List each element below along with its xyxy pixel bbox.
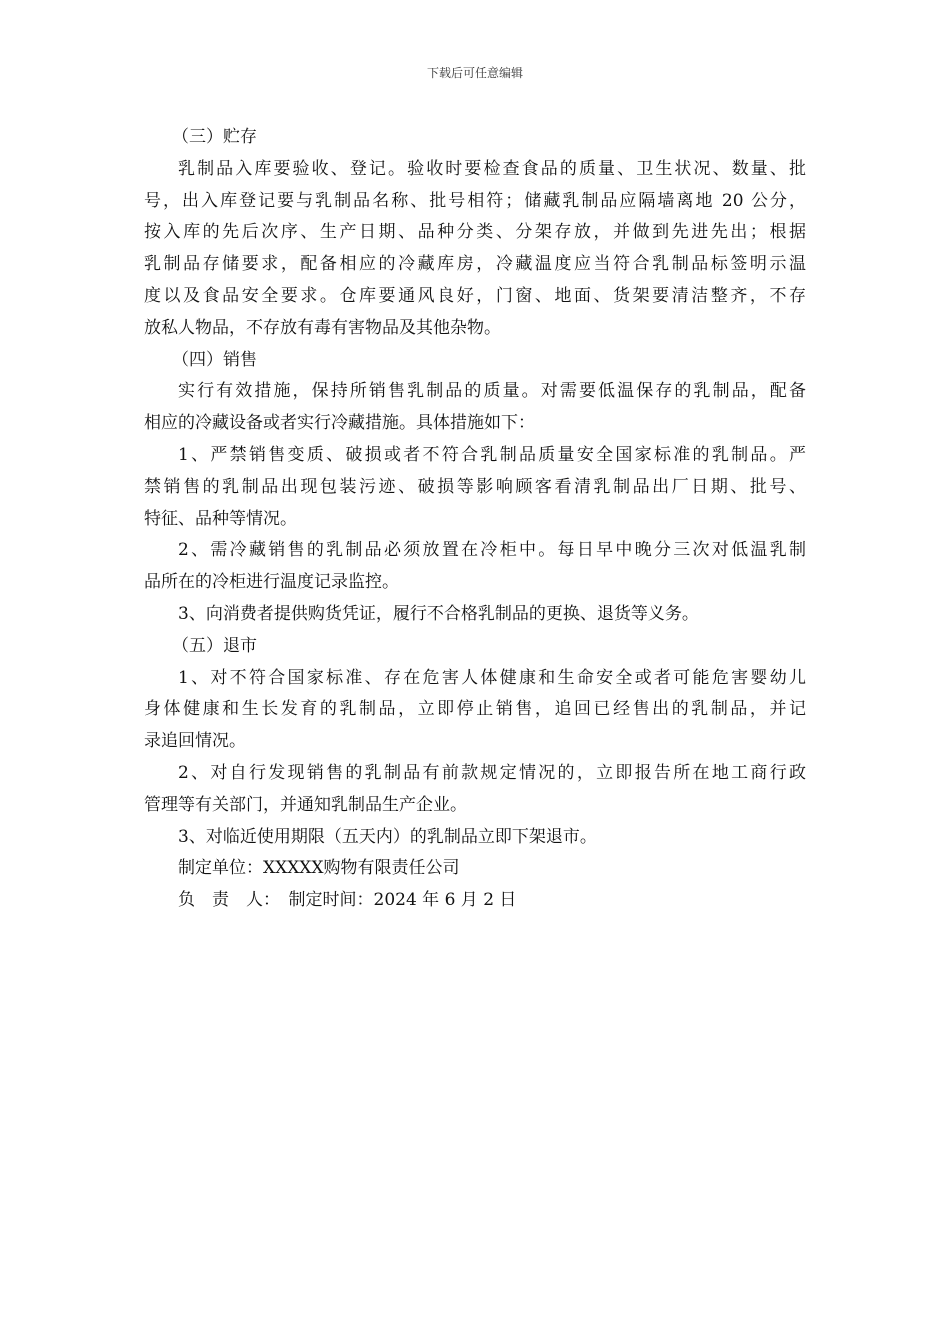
text-line: 1、对不符合国家标准、存在危害人体健康和生命安全或者可能危害婴幼儿 [178, 667, 806, 688]
text-line: 实行有效措施，保持所销售乳制品的质量。对需要低温保存的乳制品，配备 [178, 381, 806, 402]
text-line: 品所在的冷柜进行温度记录监控。 [144, 572, 399, 593]
text-line: 3、向消费者提供购货凭证，履行不合格乳制品的更换、退货等义务。 [178, 603, 699, 624]
text-line: 2、需冷藏销售的乳制品必须放置在冷柜中。每日早中晚分三次对低温乳制 [178, 540, 806, 561]
document-body [144, 122, 806, 917]
text-line: 特征、品种等情况。 [144, 508, 297, 529]
section-heading: （五）退市 [172, 635, 257, 656]
text-line: 制定单位：XXXXX购物有限责任公司 [178, 858, 460, 879]
text-line: 按入库的先后次序、生产日期、品种分类、分架存放，并做到先进先出；根据 [144, 222, 806, 243]
text-line: 1、严禁销售变质、破损或者不符合乳制品质量安全国家标准的乳制品。严 [178, 444, 806, 465]
text-line: 3、对临近使用期限（五天内）的乳制品立即下架退市。 [178, 826, 597, 847]
text-line: 相应的冷藏设备或者实行冷藏措施。具体措施如下： [144, 413, 535, 434]
text-line: 乳制品入库要验收、登记。验收时要检查食品的质量、卫生状况、数量、批 [178, 158, 806, 179]
text-line: 录追回情况。 [144, 731, 246, 752]
text-line: 号，出入库登记要与乳制品名称、批号相符；储藏乳制品应隔墙离地 20 公分， [144, 190, 806, 211]
section-heading: （四）销售 [172, 349, 257, 370]
text-line: 乳制品存储要求，配备相应的冷藏库房，冷藏温度应当符合乳制品标签明示温 [144, 254, 806, 275]
text-line: 度以及食品安全要求。仓库要通风良好，门窗、地面、货架要清洁整齐，不存 [144, 285, 806, 306]
page-header-note: 下载后可任意编辑 [426, 66, 523, 80]
text-line: 2、对自行发现销售的乳制品有前款规定情况的，立即报告所在地工商行政 [178, 762, 806, 783]
text-line: 身体健康和生长发育的乳制品，立即停止销售，追回已经售出的乳制品，并记 [144, 699, 806, 720]
text-line: 禁销售的乳制品出现包装污迹、破损等影响顾客看清乳制品出厂日期、批号、 [144, 476, 806, 497]
text-line: 放私人物品，不存放有毒有害物品及其他杂物。 [144, 317, 501, 338]
text-line: 管理等有关部门，并通知乳制品生产企业。 [144, 794, 467, 815]
text-line: 负 责 人： 制定时间：2024 年 6 月 2 日 [178, 890, 517, 911]
section-heading: （三）贮存 [172, 127, 257, 147]
